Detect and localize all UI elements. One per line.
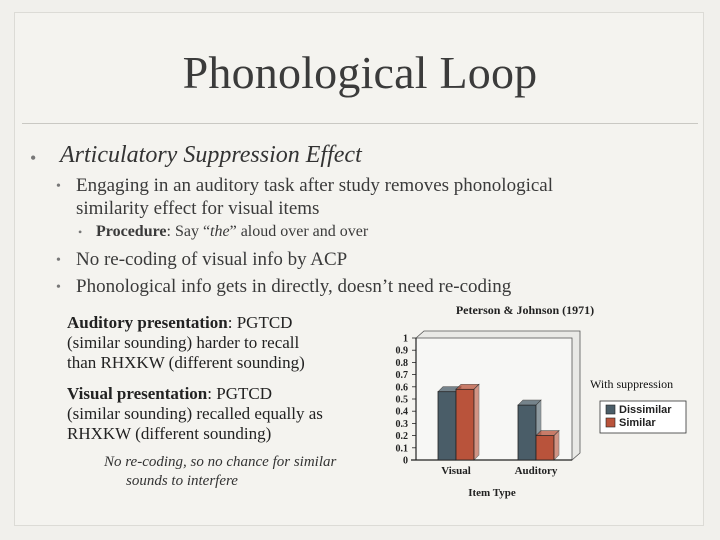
auditory-presentation-text	[67, 313, 305, 373]
procedure-label: Procedure	[96, 223, 167, 240]
x-tick-label-auditory: Auditory	[514, 465, 558, 477]
auditory-label: Auditory presentation	[67, 313, 228, 332]
sub-bullet-dot: •	[56, 253, 61, 268]
auditory-line-1	[67, 313, 305, 333]
procedure-the: the	[210, 223, 230, 240]
y-tick-label: 0.9	[395, 345, 408, 357]
bullet-dot: •	[30, 148, 37, 168]
visual-line1-text: : PGTCD	[207, 384, 272, 403]
y-tick-label: 0.6	[395, 382, 408, 394]
bullet-no-recoding: No re-coding of visual info by ACP	[76, 249, 348, 270]
auditory-line1-text: : PGTCD	[227, 313, 293, 332]
y-tick-label: 1	[403, 333, 408, 345]
chart-xlabel: Item Type	[468, 487, 516, 499]
note-line-2: sounds to interfere	[126, 473, 238, 489]
y-tick-label: 0.2	[395, 431, 408, 443]
legend-label-dissimilar: Dissimilar	[619, 404, 672, 416]
bullet-articulatory-suppression: Articulatory Suppression Effect	[60, 142, 362, 168]
bar-side	[474, 384, 479, 460]
bar-similar-visual	[456, 389, 474, 460]
title-divider	[22, 123, 698, 124]
bar-dissimilar-visual	[438, 392, 456, 460]
visual-line-2: (similar sounding) recalled equally as	[67, 404, 323, 423]
bullet-phonological-direct: Phonological info gets in directly, doesn’t need re-coding	[76, 276, 512, 297]
procedure-text-a: : Say “	[166, 223, 211, 240]
y-tick-label: 0.3	[395, 418, 408, 430]
note-line-1: No re-coding, so no chance for similar	[104, 454, 337, 470]
chart-title: Peterson & Johnson (1971)	[455, 303, 595, 317]
procedure-text-b: ” aloud over and over	[229, 223, 369, 240]
sub-bullet-dot: •	[56, 179, 61, 194]
visual-line-1	[67, 384, 323, 404]
legend-swatch-similar	[606, 418, 615, 427]
x-tick-label-visual: Visual	[441, 465, 471, 477]
y-tick-label: 0.8	[395, 357, 408, 369]
bar-dissimilar-auditory	[518, 405, 536, 460]
slide-title: Phonological Loop	[182, 47, 538, 98]
legend-swatch-dissimilar	[606, 405, 615, 414]
legend-label-similar: Similar	[619, 417, 656, 429]
y-tick-label: 0	[403, 455, 408, 467]
visual-presentation-text	[67, 384, 323, 444]
bar-chart	[360, 298, 705, 503]
with-suppression-label: With suppression	[590, 377, 674, 391]
visual-line-3: RHXKW (different sounding)	[67, 424, 272, 443]
bar-similar-auditory	[536, 436, 554, 460]
auditory-line-3: than RHXKW (different sounding)	[67, 353, 305, 372]
sub-bullet-line2: similarity effect for visual items	[76, 198, 320, 219]
procedure-line	[96, 223, 368, 241]
bar-side	[554, 431, 559, 460]
y-tick-label: 0.4	[395, 406, 408, 418]
y-tick-label: 0.5	[395, 394, 408, 406]
auditory-line-2: (similar sounding) harder to recall	[67, 333, 300, 352]
sub-sub-bullet-dot: •	[78, 225, 83, 239]
visual-label: Visual presentation	[67, 384, 208, 403]
y-tick-label: 0.7	[395, 370, 408, 382]
y-tick-label: 0.1	[395, 443, 408, 455]
sub-bullet-line1: Engaging in an auditory task after study removes phonological	[76, 175, 553, 196]
sub-bullet-dot: •	[56, 280, 61, 295]
